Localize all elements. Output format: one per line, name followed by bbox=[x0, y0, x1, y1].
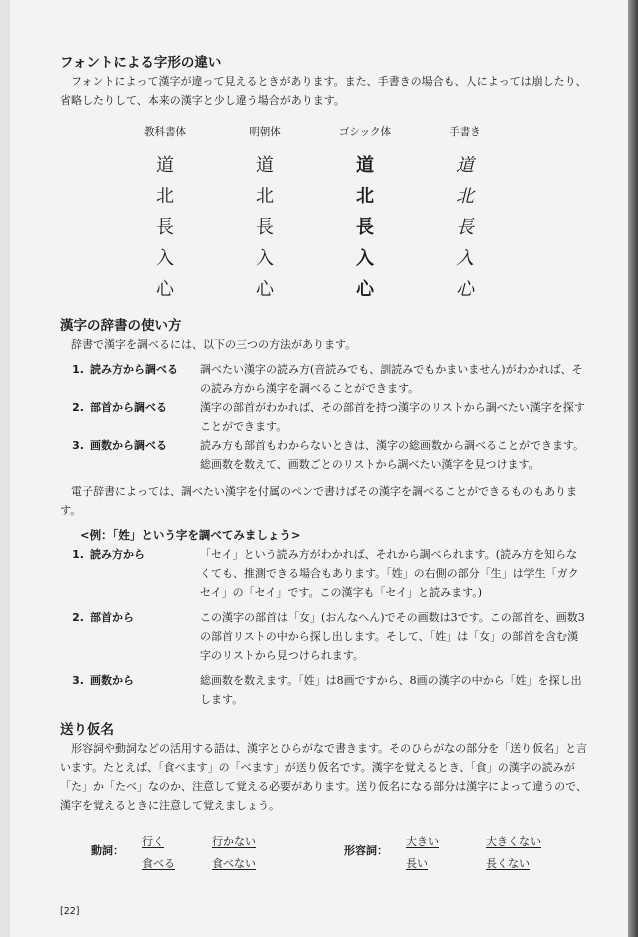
kanji-sample: 心 bbox=[156, 279, 174, 300]
kanji-sample: 北 bbox=[456, 186, 474, 207]
method-list bbox=[60, 360, 588, 474]
example-heading: <例：「姓」という字を調べてみましょう> bbox=[80, 528, 301, 542]
kanji-sample: 道 bbox=[156, 155, 174, 176]
page-edge-shadow bbox=[628, 0, 638, 937]
verb-example: 行かない bbox=[212, 835, 256, 848]
example-number: 2. bbox=[72, 611, 84, 624]
example-description: この漢字の部首は「女」(おんなへん)でその画数は3です。この部首を、画数3の部首リストの中から探し出します。そして、「姓」は「女」の部首を含む漢字のリストから見つけられます。 bbox=[200, 611, 585, 662]
adjective-example: 大きい bbox=[406, 835, 439, 848]
example-description: 「セイ」という読み方がわかれば、それから調べられます。(読み方を知らなくても、推測できる場合もあります。「姓」の右側の部分「生」は学生「ガクセイ」の「セイ」です。この漢字も「セイ」と読みます。) bbox=[200, 548, 579, 599]
font-comparison-table bbox=[60, 124, 588, 305]
example-title: 部首から bbox=[90, 611, 134, 624]
kanji-sample: 入 bbox=[456, 248, 474, 269]
adjective-column bbox=[486, 831, 566, 875]
verb-examples bbox=[60, 831, 292, 875]
section-body-okurigana: 形容詞や動詞などの活用する語は、漢字とひらがなで書きます。そのひらがなの部分を「送り仮名」と言います。たとえば、「食べます」の「べます」が送り仮名です。漢字を覚えるとき、「食」の漢字の読みが「た」か「たべ」なのか、注意して覚える必要があります。送り仮名になる部分は漢字によって違うので、漢字を覚えるときに注意して覚えましょう。 bbox=[60, 742, 588, 812]
method-title: 読み方から調べる bbox=[90, 363, 178, 376]
method-item bbox=[60, 436, 588, 474]
method-number: 3. bbox=[72, 439, 84, 452]
page-number: [22] bbox=[60, 906, 80, 917]
section-intro-dictionary: 辞書で漢字を調べるには、以下の三つの方法があります。 bbox=[71, 338, 357, 351]
kanji-sample: 長 bbox=[256, 217, 274, 237]
kanji-sample: 入 bbox=[356, 248, 374, 269]
verb-column bbox=[142, 831, 212, 875]
method-number: 1. bbox=[72, 363, 84, 376]
example-item bbox=[60, 671, 588, 709]
left-gutter bbox=[0, 0, 10, 937]
example-item bbox=[60, 608, 588, 665]
method-item bbox=[60, 398, 588, 436]
kanji-sample: 入 bbox=[256, 248, 274, 268]
kanji-sample: 北 bbox=[356, 186, 374, 207]
verb-example: 食べる bbox=[142, 857, 175, 870]
adjective-example: 大きくない bbox=[486, 835, 541, 848]
method-title: 画数から調べる bbox=[90, 439, 167, 452]
verb-label: 動詞： bbox=[91, 844, 124, 857]
font-column bbox=[415, 124, 515, 305]
example-number: 3. bbox=[72, 674, 84, 687]
kanji-sample: 道 bbox=[456, 155, 474, 176]
adjective-label: 形容詞： bbox=[344, 844, 388, 857]
section-heading-fonts: フォントによる字形の違い bbox=[60, 55, 222, 71]
kanji-sample: 長 bbox=[356, 217, 374, 238]
kanji-sample: 北 bbox=[156, 186, 174, 207]
font-column-label: ゴシック体 bbox=[338, 126, 392, 138]
example-description: 総画数を数えます。「姓」は8画ですから、8画の漢字の中から「姓」を探し出します。 bbox=[200, 674, 582, 706]
example-number: 1. bbox=[72, 548, 84, 561]
adjective-examples bbox=[312, 831, 566, 875]
kanji-sample: 心 bbox=[456, 279, 474, 300]
kanji-sample: 入 bbox=[156, 248, 174, 269]
example-item bbox=[60, 545, 588, 602]
method-description: 調べたい漢字の読み方(音読みでも、訓読みでもかまいません)がわかれば、その読み方から漢字を調べることができます。 bbox=[200, 363, 583, 395]
font-column-label: 教科書体 bbox=[144, 126, 186, 138]
adjective-example: 長い bbox=[406, 857, 428, 870]
section-heading-dictionary: 漢字の辞書の使い方 bbox=[60, 318, 182, 334]
font-column bbox=[115, 124, 215, 305]
method-item bbox=[60, 360, 588, 398]
kanji-sample: 道 bbox=[356, 155, 374, 176]
okurigana-examples bbox=[60, 831, 588, 875]
section-heading-okurigana: 送り仮名 bbox=[60, 722, 114, 738]
section-body-fonts: フォントによって漢字が違って見えるときがあります。また、手書きの場合も、人によっては崩したり、省略したりして、本来の漢字と少し違う場合があります。 bbox=[60, 75, 587, 107]
verb-column bbox=[212, 831, 292, 875]
method-description: 漢字の部首がわかれば、その部首を持つ漢字のリストから調べたい漢字を探すことができます。 bbox=[200, 401, 585, 433]
font-column bbox=[215, 124, 315, 305]
kanji-sample: 心 bbox=[356, 279, 374, 300]
adjective-example: 長くない bbox=[486, 857, 530, 870]
kanji-sample: 長 bbox=[156, 217, 174, 238]
example-title: 画数から bbox=[90, 674, 134, 687]
method-number: 2. bbox=[72, 401, 84, 414]
example-list bbox=[60, 545, 588, 709]
verb-example: 行く bbox=[142, 835, 164, 848]
font-column-label: 手書き bbox=[449, 126, 481, 138]
kanji-sample: 北 bbox=[256, 186, 274, 206]
example-title: 読み方から bbox=[90, 548, 145, 561]
page-content bbox=[60, 54, 588, 875]
verb-example: 食べない bbox=[212, 857, 256, 870]
kanji-sample: 心 bbox=[256, 279, 274, 299]
font-column bbox=[315, 124, 415, 305]
method-title: 部首から調べる bbox=[90, 401, 167, 414]
kanji-sample: 道 bbox=[256, 155, 274, 175]
adjective-column bbox=[406, 831, 486, 875]
electronic-dictionary-note: 電子辞書によっては、調べたい漢字を付属のペンで書けばその漢字を調べることができるものもあります。 bbox=[60, 485, 577, 517]
font-column-label: 明朝体 bbox=[249, 126, 281, 138]
method-description: 読み方も部首もわからないときは、漢字の総画数から調べることができます。総画数を数えて、画数ごとのリストから調べたい漢字を見つけます。 bbox=[200, 439, 585, 471]
kanji-sample: 長 bbox=[456, 217, 474, 238]
